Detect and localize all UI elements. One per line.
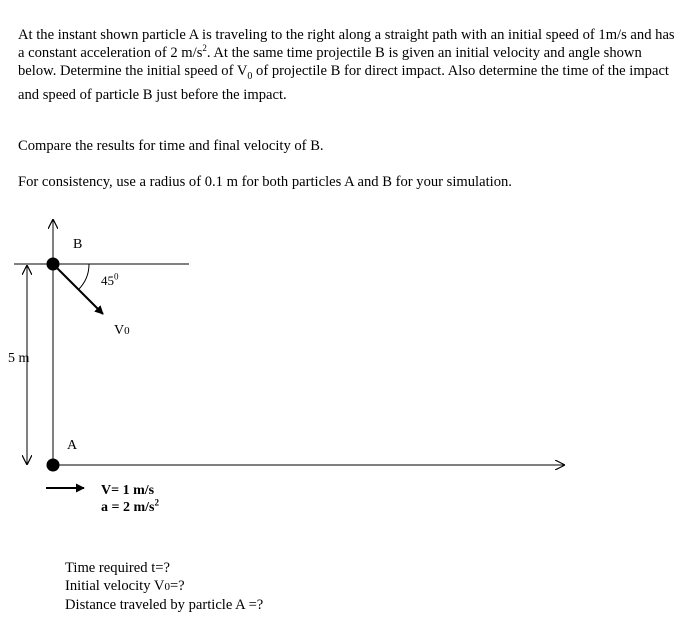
problem-text-1: At the instant shown particle A is traveling to the right along a straight path with an initial speed of 1m/s and has a constant acceleration of 2 m/s <box>18 27 675 61</box>
question-initial-velocity <box>65 577 263 596</box>
question-distance: Distance traveled by particle A =? <box>65 597 264 613</box>
consistency-instruction: For consistency, use a radius of 0.1 m for both particles A and B for your simulation. <box>18 174 512 190</box>
acceleration-sup: 2 <box>154 497 159 508</box>
particle-a <box>47 459 60 472</box>
questions-block <box>65 559 263 614</box>
velocity-label: V= 1 m/s <box>101 483 155 498</box>
acceleration-main: a = 2 m/s <box>101 500 155 515</box>
problem-text-2: . At the same time projectile B is given an initial velocity and angle shown below. Determine the initial speed of V <box>18 45 642 79</box>
v0-arrow <box>55 266 103 314</box>
question-time: Time required t=? <box>65 560 170 576</box>
angle-degree: 0 <box>114 271 119 282</box>
angle-value: 45 <box>101 273 114 288</box>
question-v0-rest: =? <box>169 578 185 594</box>
v0-label <box>114 323 130 339</box>
problem-text-3: of projectile B for direct impact. Also determine the time of the impact and speed of particle B just before the impact. <box>18 63 669 103</box>
problem-sub-1: 0 <box>247 70 253 82</box>
label-a: A <box>67 438 78 453</box>
question-v0-main: Initial velocity V <box>65 578 165 594</box>
compare-instruction: Compare the results for time and final velocity of B. <box>18 138 324 154</box>
problem-sup-1: 2 <box>202 43 207 54</box>
acceleration-label <box>101 497 159 516</box>
question-v0-sub: 0 <box>164 581 170 593</box>
height-label: 5 m <box>8 351 30 366</box>
particle-b <box>47 258 60 271</box>
v0-main: V <box>114 323 125 338</box>
angle-arc <box>79 264 90 290</box>
label-b: B <box>73 237 83 252</box>
angle-label <box>101 273 119 289</box>
v0-sub: 0 <box>124 325 130 337</box>
